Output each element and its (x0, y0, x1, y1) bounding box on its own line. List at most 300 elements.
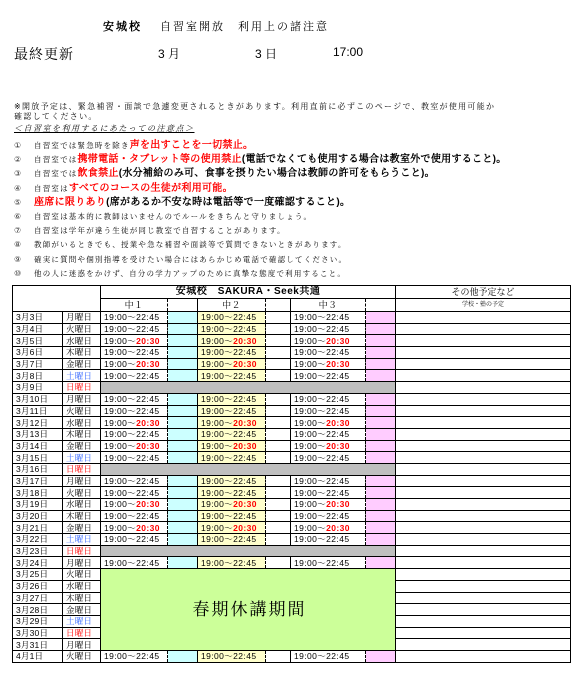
close-time: 22:45 (326, 534, 350, 545)
close-time: 22:45 (233, 475, 257, 486)
grade-2-time-cell (198, 650, 266, 662)
grade-2-time-cell (198, 475, 266, 487)
weekday-cell: 金曜日 (63, 358, 101, 370)
open-time: 19:00～ (201, 452, 234, 463)
schedule-row (13, 405, 571, 417)
grade-2-marker (266, 358, 291, 370)
grade-3-marker (366, 534, 396, 546)
open-time: 19:00～ (201, 394, 234, 405)
grade-2-marker (266, 405, 291, 417)
grade-2-marker (266, 428, 291, 440)
grade-3-marker (366, 323, 396, 335)
spring-break-cell: 春期休講期間 (101, 569, 396, 651)
schedule-header (13, 286, 571, 312)
close-time: 20:30 (233, 335, 257, 346)
open-time: 19:00～ (201, 429, 234, 440)
other-schedule-cell (396, 569, 571, 581)
grade-3-time-cell (291, 358, 366, 370)
other-schedule-cell (396, 487, 571, 499)
date-cell: 3月24日 (13, 557, 63, 569)
rule-item (14, 137, 507, 151)
grade-2-marker (266, 347, 291, 359)
schedule-row (13, 475, 571, 487)
open-time: 19:00～ (201, 347, 234, 358)
close-time: 22:45 (136, 534, 160, 545)
grade-3-marker (366, 428, 396, 440)
other-schedule-cell (396, 405, 571, 417)
open-time: 19:00～ (201, 475, 234, 486)
weekday-cell: 金曜日 (63, 522, 101, 534)
other-schedule-cell (396, 347, 571, 359)
date-cell: 3月6日 (13, 347, 63, 359)
date-cell: 3月13日 (13, 428, 63, 440)
grade-3-time-cell (291, 499, 366, 511)
date-header-blank (13, 286, 101, 312)
schedule-row (13, 417, 571, 429)
grade-3-marker (366, 522, 396, 534)
rule-item (14, 208, 507, 222)
grade-3-time-cell (291, 650, 366, 662)
open-time: 19:00～ (294, 534, 327, 545)
date-cell: 3月16日 (13, 463, 63, 475)
weekday-cell: 月曜日 (63, 312, 101, 324)
notice-line-1: ※開放予定は、緊急補習・面談で急遽変更されるときがあります。利用直前に必ずこのページで、教室が使用可能か (14, 102, 496, 111)
grade-3-marker (366, 393, 396, 405)
grade-3-marker (366, 370, 396, 382)
other-schedule-cell (396, 604, 571, 616)
schedule-table (12, 285, 571, 663)
other-schedule-cell (396, 323, 571, 335)
grade-1-time-cell (101, 417, 168, 429)
open-time: 19:00～ (104, 452, 137, 463)
open-time: 19:00～ (201, 312, 234, 323)
close-time: 20:30 (136, 440, 160, 451)
open-time: 19:00～ (294, 522, 327, 533)
close-time: 22:45 (326, 312, 350, 323)
close-time: 22:45 (326, 405, 350, 416)
open-time: 19:00～ (104, 475, 137, 486)
page-title: 自習室開放 利用上の諸注意 (160, 21, 329, 33)
other-schedule-cell (396, 545, 571, 557)
schedule-row (13, 382, 571, 394)
grade-2-time-cell (198, 417, 266, 429)
rule-item (14, 180, 507, 194)
close-time: 22:45 (136, 312, 160, 323)
open-time: 19:00～ (104, 429, 137, 440)
grade-2-marker (266, 510, 291, 522)
weekday-cell: 木曜日 (63, 592, 101, 604)
close-time: 22:45 (233, 405, 257, 416)
open-time: 19:00～ (294, 452, 327, 463)
grade-2-time-cell (198, 358, 266, 370)
date-cell: 3月12日 (13, 417, 63, 429)
weekday-cell: 月曜日 (63, 639, 101, 651)
date-cell: 3月22日 (13, 534, 63, 546)
grade-3-time-cell (291, 440, 366, 452)
rule-number: ③ (14, 169, 22, 179)
grade-1-time-cell (101, 499, 168, 511)
other-schedule-subheader: 学校・塾の予定 (396, 299, 571, 312)
open-time: 19:00～ (294, 475, 327, 486)
weekday-cell: 木曜日 (63, 428, 101, 440)
open-time: 19:00～ (104, 335, 137, 346)
open-time: 19:00～ (294, 405, 327, 416)
open-time: 19:00～ (104, 487, 137, 498)
date-cell: 3月29日 (13, 615, 63, 627)
last-updated-month: 3 月 (158, 47, 181, 61)
grade-3-time-cell (291, 557, 366, 569)
open-time: 19:00～ (294, 557, 327, 568)
grade-1-marker (168, 393, 198, 405)
date-cell: 3月17日 (13, 475, 63, 487)
date-cell: 3月15日 (13, 452, 63, 464)
grade-1-marker (168, 347, 198, 359)
schedule-row (13, 534, 571, 546)
grade-3-marker (366, 650, 396, 662)
open-time: 19:00～ (104, 347, 137, 358)
weekday-cell: 日曜日 (63, 627, 101, 639)
grade-3-marker (366, 440, 396, 452)
grade-1-marker (168, 650, 198, 662)
grade-1-header: 中１ (101, 299, 168, 312)
date-cell: 3月8日 (13, 370, 63, 382)
date-cell: 3月27日 (13, 592, 63, 604)
schedule-row (13, 428, 571, 440)
rule-item (14, 236, 507, 250)
other-schedule-cell (396, 417, 571, 429)
grade-1-marker (168, 358, 198, 370)
open-time: 19:00～ (294, 487, 327, 498)
grade-2-time-cell (198, 312, 266, 324)
rule-number: ⑨ (14, 254, 22, 264)
open-time: 19:00～ (104, 511, 137, 522)
weekday-cell: 水曜日 (63, 499, 101, 511)
grade-1-marker (168, 335, 198, 347)
weekday-cell: 月曜日 (63, 475, 101, 487)
open-time: 19:00～ (201, 405, 234, 416)
schedule-row (13, 499, 571, 511)
rule-text: 他の人に迷惑をかけず、自分の学力アップのために真摯な態度で利用すること。 (34, 268, 347, 278)
close-time: 22:45 (136, 557, 160, 568)
closed-cell (101, 382, 396, 394)
rule-highlight: 携帯電話・タブレット等の使用禁止 (77, 154, 242, 166)
date-cell: 3月9日 (13, 382, 63, 394)
other-schedule-cell (396, 452, 571, 464)
grade-1-time-cell (101, 393, 168, 405)
date-cell: 3月21日 (13, 522, 63, 534)
close-time: 22:45 (233, 370, 257, 381)
grade-3-marker (366, 475, 396, 487)
grade-1-time-cell (101, 358, 168, 370)
close-time: 20:30 (326, 417, 350, 428)
schedule-body (13, 312, 571, 663)
grade-2-time-cell (198, 323, 266, 335)
grade-2-time-cell (198, 510, 266, 522)
date-cell: 3月3日 (13, 312, 63, 324)
close-time: 22:45 (233, 557, 257, 568)
date-cell: 3月30日 (13, 627, 63, 639)
grade-1-marker (168, 499, 198, 511)
weekday-cell: 木曜日 (63, 347, 101, 359)
grade-3-time-cell (291, 417, 366, 429)
other-schedule-cell (396, 534, 571, 546)
open-time: 19:00～ (201, 370, 234, 381)
grade-2-header: 中２ (198, 299, 266, 312)
weekday-cell: 土曜日 (63, 370, 101, 382)
close-time: 22:45 (233, 651, 257, 662)
open-time: 19:00～ (104, 651, 137, 662)
grade-1-time-cell (101, 335, 168, 347)
grade-2-marker (266, 522, 291, 534)
rule-number: ⑥ (14, 211, 22, 221)
grade-1-marker (168, 557, 198, 569)
open-time: 19:00～ (201, 440, 234, 451)
date-cell: 3月4日 (13, 323, 63, 335)
grade-2-marker (266, 499, 291, 511)
close-time: 22:45 (233, 452, 257, 463)
grade-3-time-cell (291, 335, 366, 347)
open-time: 19:00～ (104, 359, 137, 370)
grade-2-marker (266, 487, 291, 499)
last-updated-label: 最終更新 (14, 46, 74, 62)
weekday-cell: 火曜日 (63, 323, 101, 335)
close-time: 22:45 (136, 511, 160, 522)
close-time: 22:45 (233, 487, 257, 498)
close-time: 22:45 (136, 651, 160, 662)
other-schedule-cell (396, 335, 571, 347)
rule-text: 自習室では緊急時を除き (34, 141, 130, 150)
open-time: 19:00～ (104, 440, 137, 451)
grade-3-time-cell (291, 487, 366, 499)
grade-1-marker (168, 323, 198, 335)
close-time: 20:30 (233, 522, 257, 533)
grade-1-time-cell (101, 475, 168, 487)
other-schedule-cell (396, 440, 571, 452)
grade-3-marker (366, 499, 396, 511)
grade-1-marker (168, 487, 198, 499)
other-schedule-cell (396, 463, 571, 475)
weekday-cell: 土曜日 (63, 452, 101, 464)
grade-1-marker (168, 405, 198, 417)
other-schedule-header: その他予定など (396, 286, 571, 299)
grade-3-marker (366, 335, 396, 347)
rule-item (14, 165, 507, 179)
open-time: 19:00～ (294, 394, 327, 405)
open-time: 19:00～ (294, 440, 327, 451)
grade-2-time-cell (198, 499, 266, 511)
weekday-cell: 火曜日 (63, 650, 101, 662)
weekday-cell: 土曜日 (63, 534, 101, 546)
grade-2-time-cell (198, 522, 266, 534)
close-time: 22:45 (326, 452, 350, 463)
grade-3-time-cell (291, 534, 366, 546)
date-cell: 3月23日 (13, 545, 63, 557)
other-schedule-cell (396, 557, 571, 569)
grade-3-time-cell (291, 522, 366, 534)
grade-1-marker (168, 475, 198, 487)
grade-1-marker (168, 522, 198, 534)
last-updated-day: 3 日 (255, 47, 278, 61)
close-time: 20:30 (233, 499, 257, 510)
other-schedule-cell (396, 370, 571, 382)
rule-emphasis: (席があるか不安な時は電話等で一度確認すること)。 (106, 196, 351, 208)
grade-3-header: 中３ (291, 299, 366, 312)
rule-number: ② (14, 155, 22, 165)
grade-3-marker-header (366, 299, 396, 312)
close-time: 22:45 (233, 324, 257, 335)
schedule-row (13, 463, 571, 475)
other-schedule-cell (396, 510, 571, 522)
grade-1-marker (168, 312, 198, 324)
schedule-row (13, 312, 571, 324)
open-time: 19:00～ (294, 359, 327, 370)
weekday-cell: 火曜日 (63, 405, 101, 417)
other-schedule-cell (396, 499, 571, 511)
other-schedule-cell (396, 615, 571, 627)
rules-list (14, 137, 507, 279)
open-time: 19:00～ (294, 370, 327, 381)
grade-1-marker (168, 534, 198, 546)
rule-text: 自習室は学年が違う生徒が同じ教室で自習することがあります。 (34, 226, 286, 236)
weekday-cell: 月曜日 (63, 393, 101, 405)
close-time: 22:45 (233, 347, 257, 358)
date-cell: 3月11日 (13, 405, 63, 417)
rule-highlight: すべてのコースの生徒が利用可能。 (68, 182, 233, 194)
open-time: 19:00～ (201, 499, 234, 510)
open-time: 19:00～ (104, 324, 137, 335)
grade-3-marker (366, 312, 396, 324)
grade-1-time-cell (101, 312, 168, 324)
schedule-row (13, 522, 571, 534)
rule-item (14, 222, 507, 236)
rule-highlight: 飲食禁止 (77, 168, 119, 180)
open-time: 19:00～ (104, 557, 137, 568)
grade-2-time-cell (198, 393, 266, 405)
open-time: 19:00～ (104, 405, 137, 416)
grade-1-time-cell (101, 405, 168, 417)
grade-1-marker (168, 452, 198, 464)
rules-heading: ＜自習室を利用するにあたっての注意点＞ (14, 124, 195, 133)
close-time: 22:45 (326, 370, 350, 381)
open-time: 19:00～ (201, 557, 234, 568)
close-time: 20:30 (136, 417, 160, 428)
rule-text: 自習室では (34, 169, 78, 179)
other-schedule-cell (396, 382, 571, 394)
open-time: 19:00～ (201, 534, 234, 545)
other-schedule-cell (396, 580, 571, 592)
open-time: 19:00～ (294, 347, 327, 358)
rule-number: ⑧ (14, 240, 22, 250)
open-time: 19:00～ (104, 312, 137, 323)
close-time: 22:45 (326, 429, 350, 440)
rule-number: ⑤ (14, 197, 22, 207)
rule-number: ⑦ (14, 226, 22, 236)
open-time: 19:00～ (104, 534, 137, 545)
close-time: 22:45 (136, 324, 160, 335)
grade-1-time-cell (101, 557, 168, 569)
close-time: 20:30 (233, 417, 257, 428)
rule-highlight: 声を出すことを一切禁止。 (129, 140, 254, 151)
schedule-header-row-1 (13, 286, 571, 299)
grade-2-time-cell (198, 440, 266, 452)
date-cell: 3月10日 (13, 393, 63, 405)
schedule-row (13, 650, 571, 662)
date-cell: 3月19日 (13, 499, 63, 511)
close-time: 20:30 (326, 522, 350, 533)
grade-1-marker (168, 510, 198, 522)
grade-2-time-cell (198, 347, 266, 359)
grade-2-marker (266, 440, 291, 452)
close-time: 20:30 (326, 335, 350, 346)
close-time: 20:30 (233, 440, 257, 451)
close-time: 22:45 (326, 487, 350, 498)
close-time: 22:45 (326, 557, 350, 568)
grade-3-marker (366, 347, 396, 359)
schedule-row (13, 335, 571, 347)
close-time: 22:45 (326, 651, 350, 662)
grade-1-time-cell (101, 347, 168, 359)
grade-2-marker (266, 393, 291, 405)
weekday-cell: 日曜日 (63, 382, 101, 394)
date-cell: 3月20日 (13, 510, 63, 522)
rule-number: ⑩ (14, 268, 22, 278)
close-time: 22:45 (233, 312, 257, 323)
other-schedule-cell (396, 592, 571, 604)
weekday-cell: 月曜日 (63, 557, 101, 569)
grade-3-time-cell (291, 452, 366, 464)
grade-1-time-cell (101, 650, 168, 662)
date-cell: 4月1日 (13, 650, 63, 662)
grade-1-marker (168, 428, 198, 440)
date-cell: 3月18日 (13, 487, 63, 499)
close-time: 20:30 (136, 499, 160, 510)
close-time: 22:45 (326, 324, 350, 335)
close-time: 20:30 (136, 335, 160, 346)
schedule-row (13, 487, 571, 499)
grade-2-time-cell (198, 452, 266, 464)
grade-3-time-cell (291, 347, 366, 359)
other-schedule-cell (396, 650, 571, 662)
weekday-cell: 水曜日 (63, 417, 101, 429)
grade-2-marker (266, 417, 291, 429)
close-time: 22:45 (136, 370, 160, 381)
grade-1-time-cell (101, 534, 168, 546)
grade-2-marker (266, 650, 291, 662)
other-schedule-cell (396, 312, 571, 324)
grade-1-marker-header (168, 299, 198, 312)
grade-3-time-cell (291, 405, 366, 417)
weekday-cell: 日曜日 (63, 463, 101, 475)
close-time: 22:45 (136, 475, 160, 486)
date-cell: 3月26日 (13, 580, 63, 592)
other-schedule-cell (396, 639, 571, 651)
close-time: 22:45 (136, 487, 160, 498)
open-time: 19:00～ (294, 651, 327, 662)
grade-3-time-cell (291, 475, 366, 487)
closed-cell (101, 463, 396, 475)
last-updated-time: 17:00 (333, 45, 364, 59)
grade-2-time-cell (198, 557, 266, 569)
date-cell: 3月7日 (13, 358, 63, 370)
date-cell: 3月28日 (13, 604, 63, 616)
close-time: 22:45 (136, 347, 160, 358)
open-time: 19:00～ (294, 417, 327, 428)
other-schedule-cell (396, 358, 571, 370)
rule-item (14, 194, 507, 208)
grade-1-time-cell (101, 440, 168, 452)
weekday-cell: 日曜日 (63, 545, 101, 557)
schedule-row (13, 393, 571, 405)
